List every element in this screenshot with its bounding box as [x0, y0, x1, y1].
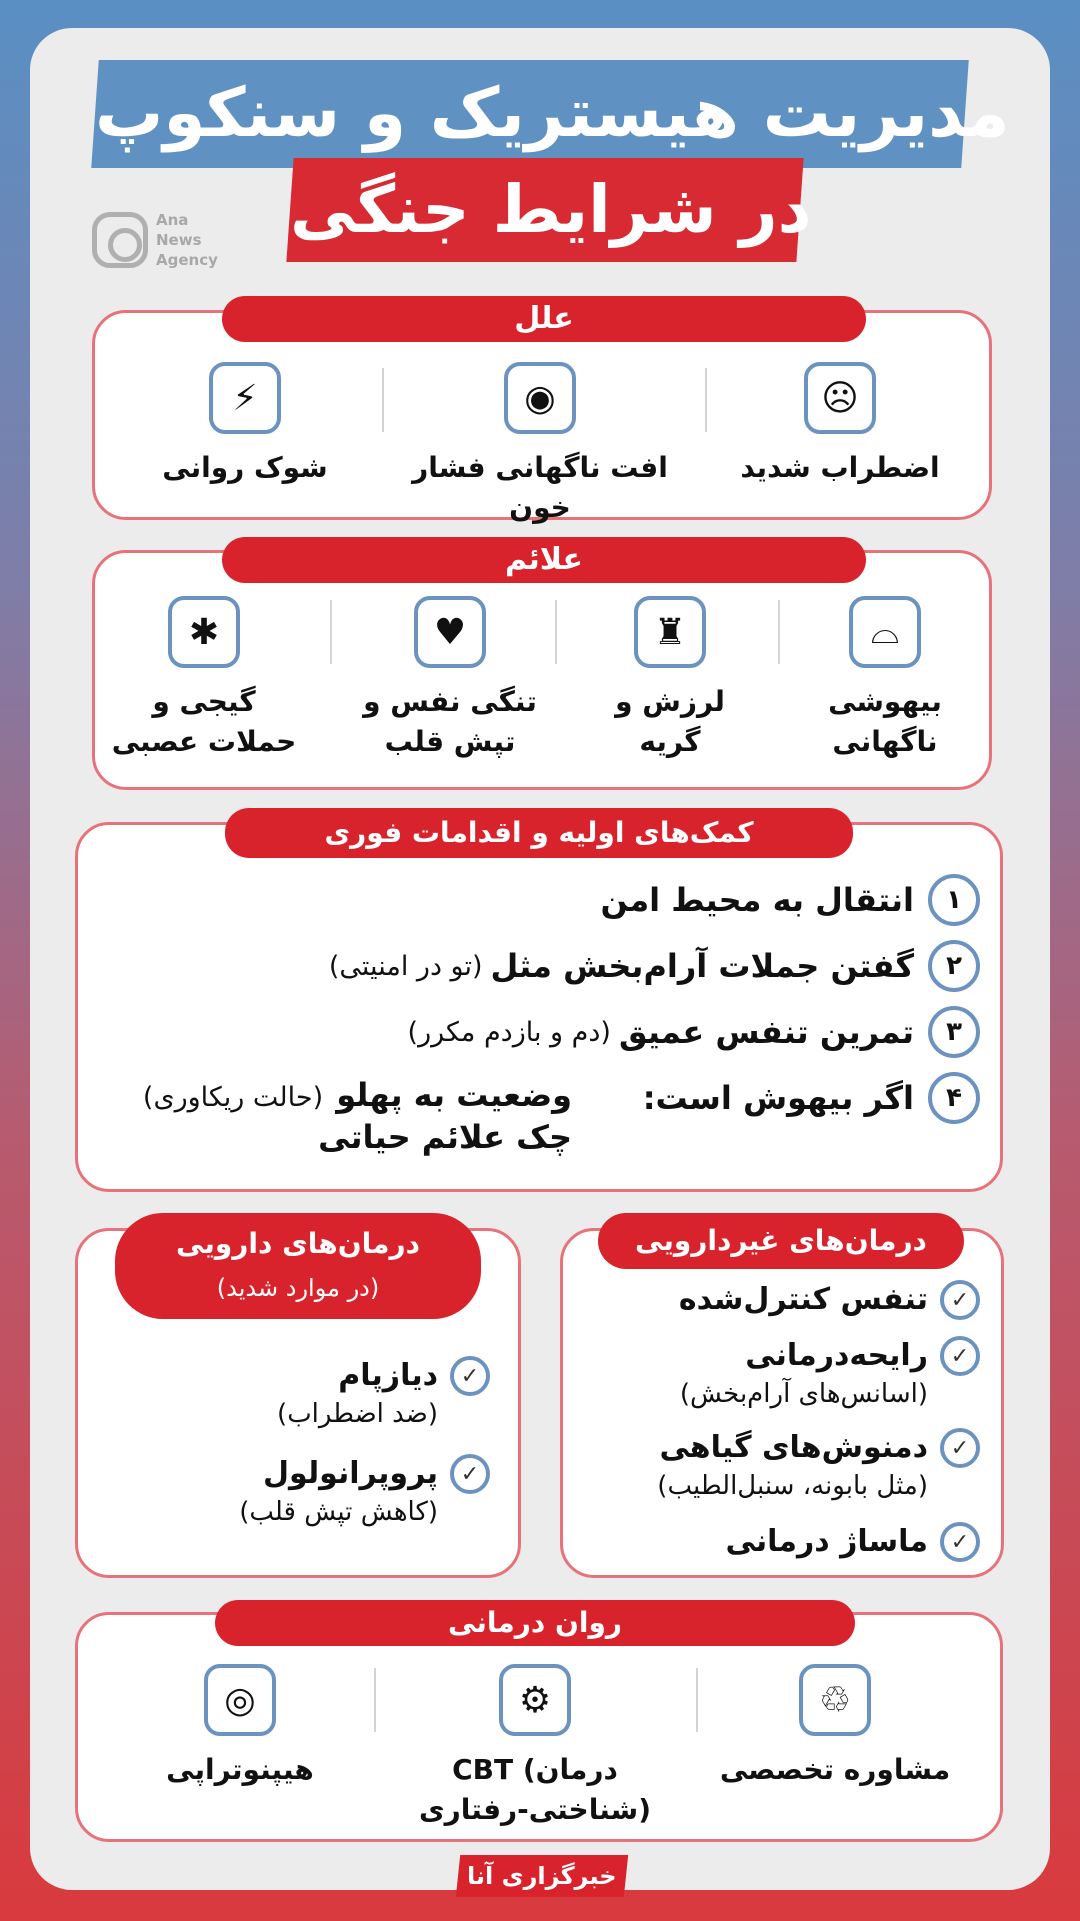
step-subtext: (تو در امنیتی) [328, 950, 483, 982]
non-drug-heading: درمان‌های غیردارویی [598, 1213, 964, 1269]
first-aid-step-3 [408, 1006, 980, 1058]
title-line1: مدیریت هیستریک و سنکوپ [95, 74, 1010, 153]
non-drug-item: ✓ دمنوش‌های گیاهی (مثل بابونه، سنبل‌الطیب) [657, 1428, 980, 1504]
divider [696, 1668, 698, 1732]
check-icon: ✓ [450, 1454, 490, 1494]
psychotherapy-item-counseling: ♲ مشاوره تخصصی [710, 1664, 960, 1790]
cause-item-blood-pressure: ◉ افت ناگهانی فشار خون [385, 362, 695, 528]
stressed-person-icon: ☹ [804, 362, 876, 434]
check-icon: ✓ [940, 1336, 980, 1376]
symptom-item-dizziness: ✱ گیجی و حملات عصبی [100, 596, 308, 762]
drug-item: ✓ پروپرانولول (کاهش تپش قلب) [239, 1454, 490, 1530]
counseling-icon: ♲ [799, 1664, 871, 1736]
ana-logo-icon [92, 212, 148, 268]
first-aid-step-2 [329, 940, 980, 992]
symptom-item-breath-heart: ♥ تنگی نفس و تپش قلب [345, 596, 555, 762]
head-gear-icon: ⚙ [499, 1664, 571, 1736]
first-aid-step-1 [601, 874, 980, 926]
check-icon: ✓ [450, 1356, 490, 1396]
check-icon: ✓ [940, 1280, 980, 1320]
cause-item-psychic-shock: ⚡ شوک روانی [140, 362, 350, 488]
step-number: ۳ [928, 1006, 980, 1058]
dizziness-icon: ✱ [168, 596, 240, 668]
first-aid-step-4 [643, 1072, 980, 1124]
divider [382, 368, 384, 432]
shivering-icon: ♜ [634, 596, 706, 668]
check-icon: ✓ [940, 1428, 980, 1468]
divider [778, 600, 780, 664]
title-line1-banner [91, 60, 1010, 168]
footer-brand: خبرگزاری آنا [456, 1855, 628, 1897]
non-drug-item: ✓ تنفس کنترل‌شده [679, 1280, 980, 1320]
title-line2-banner [286, 158, 812, 262]
cause-item-severe-anxiety: ☹ اضطراب شدید [720, 362, 960, 488]
symptoms-heading: علائم [222, 537, 866, 583]
first-aid-step-4-detail: وضعیت به پهلو (حالت ریکاوری) چک علائم حیاتی [142, 1076, 572, 1156]
symptom-item-fainting: ⌓ بیهوشی ناگهانی [790, 596, 980, 762]
fainting-icon: ⌓ [849, 596, 921, 668]
step-text: گفتن جملات آرام‌بخش مثل [490, 947, 914, 985]
title-line2: در شرایط جنگی [290, 171, 812, 248]
divider [555, 600, 557, 664]
divider [374, 1668, 376, 1732]
blood-pressure-icon: ◉ [504, 362, 576, 434]
non-drug-item: ✓ رایحه‌درمانی (اسانس‌های آرام‌بخش) [680, 1336, 980, 1412]
step-text: اگر بیهوش است: [642, 1079, 914, 1117]
psychotherapy-heading: روان درمانی [215, 1600, 855, 1646]
check-icon: ✓ [940, 1522, 980, 1562]
step-number: ۴ [928, 1072, 980, 1124]
causes-heading: علل [222, 296, 866, 342]
drug-heading: درمان‌های دارویی (در موارد شدید) [115, 1213, 481, 1319]
psychotherapy-item-cbt: ⚙ CBT (درمان شناختی-رفتاری) [410, 1664, 660, 1830]
first-aid-heading: کمک‌های اولیه و اقدامات فوری [225, 808, 853, 858]
non-drug-item: ✓ ماساژ درمانی [726, 1522, 980, 1562]
hypnosis-icon: ◎ [204, 1664, 276, 1736]
step-number: ۱ [928, 874, 980, 926]
divider [330, 600, 332, 664]
ana-logo [92, 210, 242, 272]
divider [705, 368, 707, 432]
step-subtext: (دم و بازدم مکرر) [407, 1016, 611, 1048]
psychotherapy-item-hypnotherapy: ◎ هیپنوتراپی [140, 1664, 340, 1790]
ana-logo-text: Ana News Agency [156, 211, 218, 269]
drug-item: ✓ دیازپام (ضد اضطراب) [277, 1356, 490, 1432]
step-text: تمرین تنفس عمیق [618, 1013, 914, 1051]
symptom-item-shivering: ♜ لرزش و گریه [580, 596, 760, 762]
heart-icon: ♥ [414, 596, 486, 668]
step-number: ۲ [928, 940, 980, 992]
brain-shock-icon: ⚡ [209, 362, 281, 434]
step-text: انتقال به محیط امن [600, 881, 914, 919]
